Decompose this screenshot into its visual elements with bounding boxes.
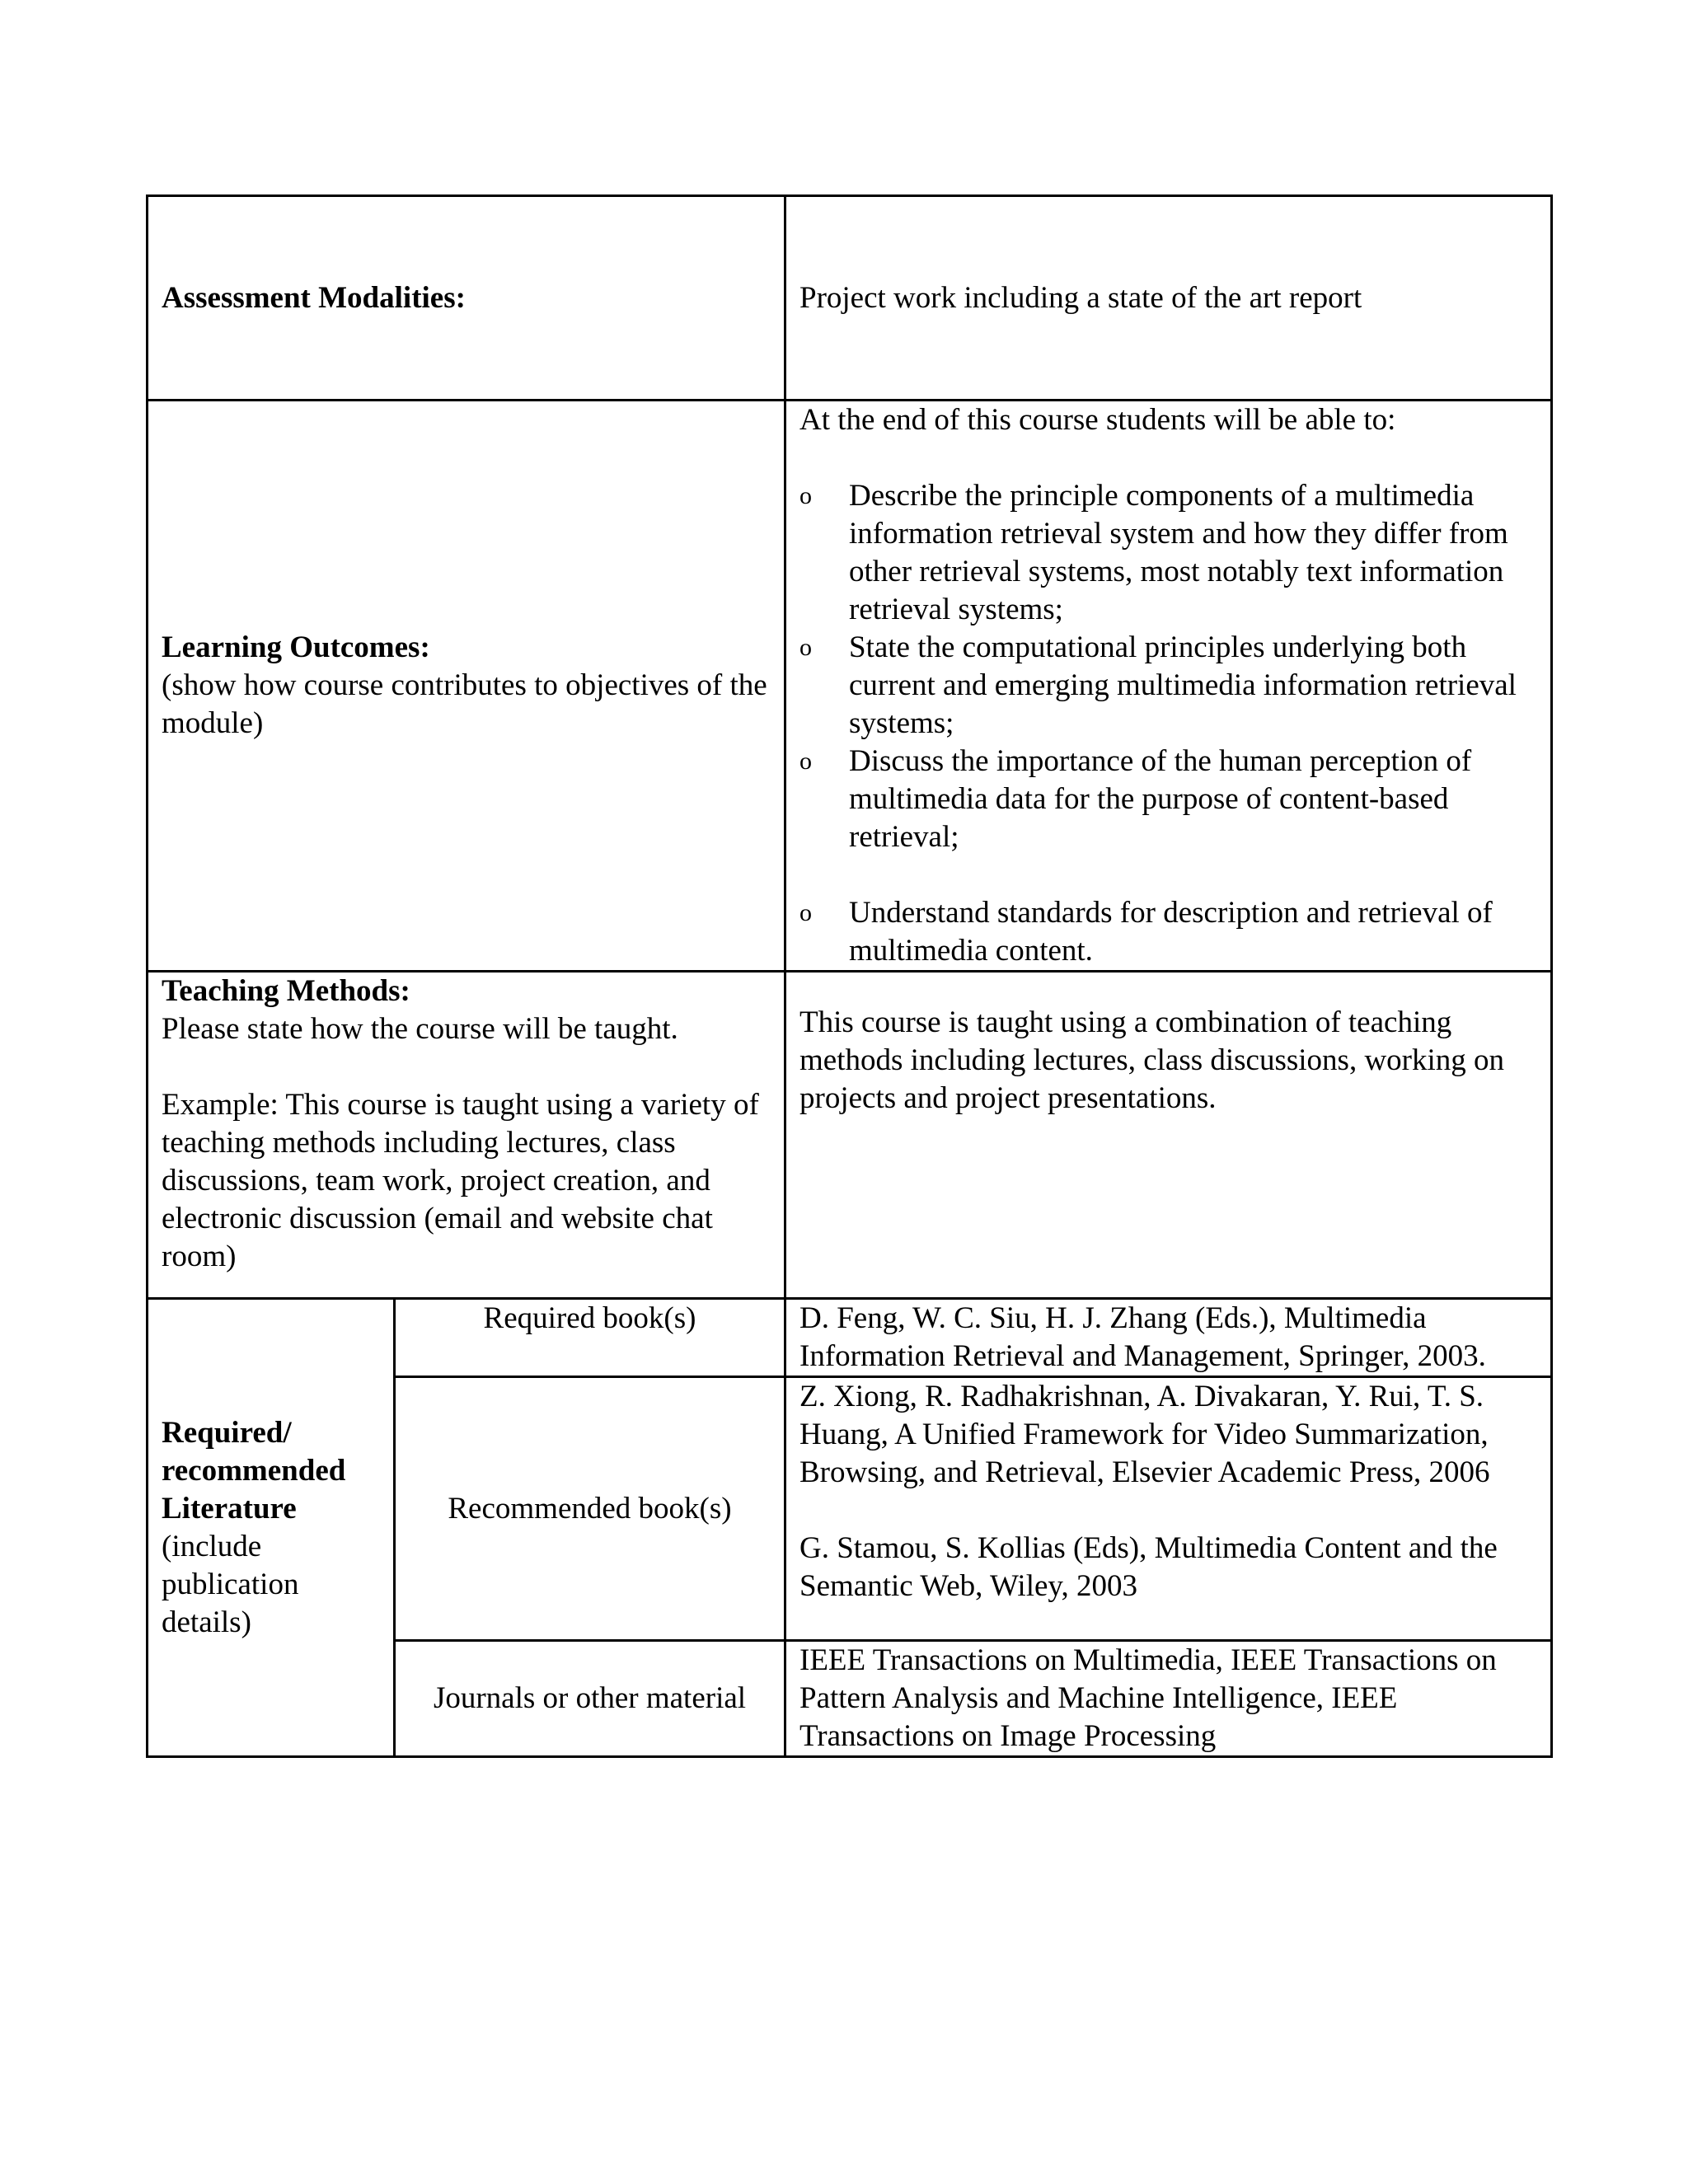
journals-value: IEEE Transactions on Multimedia, IEEE Transactions on Pattern Analysis and Machine Intelligence, IEEE Transactions on Image Processing bbox=[799, 1643, 1497, 1753]
teaching-value: This course is taught using a combination of teaching methods including lectures, class discussions, working on projects and project presentations. bbox=[799, 1005, 1505, 1115]
outcome-text: State the computational principles underlying both current and emerging multimedia information retrieval systems; bbox=[849, 630, 1517, 740]
list-item bbox=[799, 477, 1537, 629]
literature-sublabel: (include publication details) bbox=[162, 1529, 299, 1639]
teaching-instruction: Please state how the course will be taught. bbox=[162, 1012, 678, 1046]
teaching-example: Example: This course is taught using a variety of teaching methods including lectures, class discussions, team work, project creation, and electronic discussion (email and website chat room) bbox=[162, 1088, 759, 1273]
required-books-value: D. Feng, W. C. Siu, H. J. Zhang (Eds.), Multimedia Information Retrieval and Management, Springer, 2003. bbox=[799, 1301, 1486, 1373]
journals-label: Journals or other material bbox=[433, 1681, 747, 1715]
literature-label: Required/ recommended Literature bbox=[162, 1415, 346, 1526]
learning-outcomes-row bbox=[148, 401, 1552, 972]
assessment-label-cell bbox=[148, 196, 785, 401]
teaching-methods-row bbox=[148, 972, 1552, 1299]
outcome-text: Understand standards for description and retrieval of multimedia content. bbox=[849, 896, 1493, 968]
learning-outcomes-label-cell bbox=[148, 401, 785, 972]
outcome-text: Describe the principle components of a multimedia information retrieval system and how they differ from other retrieval systems, most notably text information retrieval systems; bbox=[849, 479, 1508, 626]
spacer bbox=[799, 1492, 1537, 1530]
teaching-value-cell bbox=[785, 972, 1552, 1299]
recommended-books-label-cell bbox=[395, 1377, 785, 1641]
required-books-label-cell bbox=[395, 1299, 785, 1377]
spacer bbox=[799, 972, 1537, 1004]
spacer bbox=[799, 439, 1537, 477]
learning-outcomes-label: Learning Outcomes: bbox=[162, 630, 430, 664]
recommended-books-label: Recommended book(s) bbox=[448, 1491, 732, 1526]
literature-label-cell bbox=[148, 1299, 395, 1757]
teaching-label-cell bbox=[148, 972, 785, 1299]
bullet-icon: o bbox=[799, 899, 812, 926]
learning-outcomes-value-cell bbox=[785, 401, 1552, 972]
teaching-label: Teaching Methods: bbox=[162, 974, 410, 1008]
bullet-icon: o bbox=[799, 634, 812, 661]
recommended-books-value-cell bbox=[785, 1377, 1552, 1641]
spacer bbox=[162, 1048, 771, 1086]
required-books-label: Required book(s) bbox=[483, 1301, 696, 1335]
journals-label-cell bbox=[395, 1641, 785, 1757]
list-item bbox=[799, 894, 1537, 970]
assessment-value: Project work including a state of the art report bbox=[799, 280, 1362, 315]
list-item bbox=[799, 629, 1537, 743]
assessment-row bbox=[148, 196, 1552, 401]
bullet-icon: o bbox=[799, 482, 812, 509]
learning-outcomes-sublabel: (show how course contributes to objectives of the module) bbox=[162, 668, 767, 740]
outcome-text: Discuss the importance of the human perception of multimedia data for the purpose of content-based retrieval; bbox=[849, 744, 1472, 854]
recommended-book-2: G. Stamou, S. Kollias (Eds), Multimedia Content and the Semantic Web, Wiley, 2003 bbox=[799, 1531, 1498, 1603]
assessment-label: Assessment Modalities: bbox=[162, 280, 466, 315]
assessment-value-cell bbox=[785, 196, 1552, 401]
required-books-row bbox=[148, 1299, 1552, 1377]
learning-outcomes-intro: At the end of this course students will be able to: bbox=[799, 403, 1396, 437]
recommended-book-1: Z. Xiong, R. Radhakrishnan, A. Divakaran, Y. Rui, T. S. Huang, A Unified Framework for Video Summarization, Browsing, and Retrieval, Elsevier Academic Press, 2006 bbox=[799, 1380, 1490, 1489]
learning-outcomes-list bbox=[799, 477, 1537, 970]
list-item bbox=[799, 743, 1537, 856]
journals-value-cell bbox=[785, 1641, 1552, 1757]
course-description-table bbox=[146, 194, 1553, 1758]
required-books-value-cell bbox=[785, 1299, 1552, 1377]
bullet-icon: o bbox=[799, 748, 812, 775]
